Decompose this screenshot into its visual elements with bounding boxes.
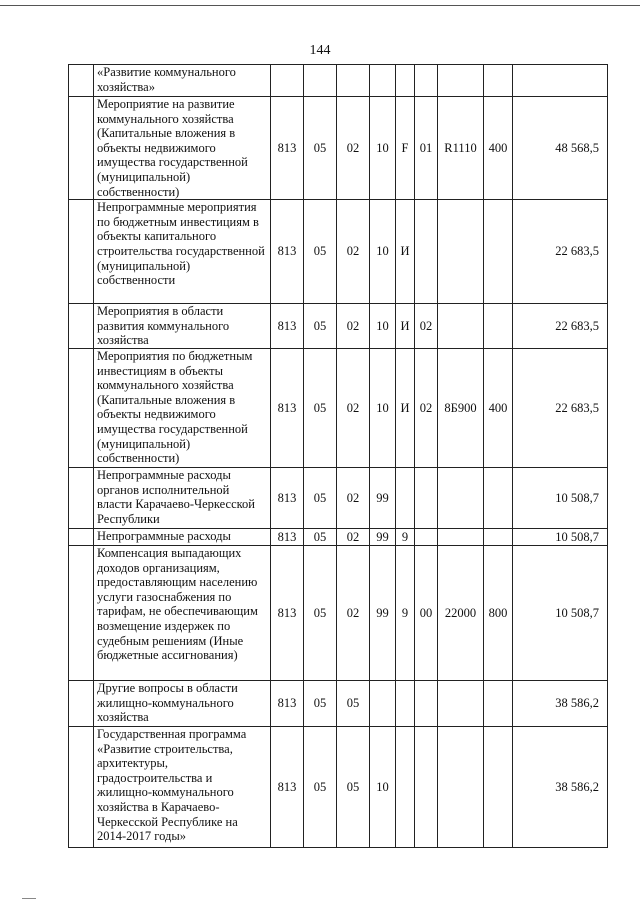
- section-code: 05: [304, 348, 337, 467]
- program-code: 10: [370, 726, 396, 847]
- subprogram-code: 9: [396, 545, 415, 680]
- activity-code: [415, 65, 438, 97]
- indent-cell: [69, 200, 94, 304]
- subprogram-code: 9: [396, 528, 415, 545]
- expense-type-code: [484, 680, 513, 726]
- program-code: [370, 65, 396, 97]
- expense-type-code: [484, 528, 513, 545]
- section-code: 05: [304, 200, 337, 304]
- direction-code: 8Б900: [438, 348, 484, 467]
- table-row: [69, 528, 608, 545]
- table-row: [69, 97, 608, 200]
- table-row: [69, 200, 608, 304]
- program-code: 10: [370, 97, 396, 200]
- section-code: 05: [304, 726, 337, 847]
- table-row: [69, 545, 608, 680]
- direction-code: [438, 467, 484, 528]
- item-name: Государственная программа «Развитие строительства, архитектуры, градостроительства и жилищно-коммунального хозяйства в Карачаево-Черкесской Республике на 2014-2017 годы»: [94, 726, 271, 847]
- table-row: [69, 348, 608, 467]
- page-number: 144: [309, 43, 331, 58]
- subsection-code: 02: [337, 200, 370, 304]
- indent-cell: [69, 467, 94, 528]
- ministry-code: 813: [271, 348, 304, 467]
- program-code: 99: [370, 467, 396, 528]
- ministry-code: 813: [271, 97, 304, 200]
- expense-type-code: 800: [484, 545, 513, 680]
- section-code: 05: [304, 528, 337, 545]
- indent-cell: [69, 348, 94, 467]
- direction-code: [438, 528, 484, 545]
- item-name: Мероприятия в области развития коммунального хозяйства: [94, 304, 271, 349]
- ministry-code: [271, 65, 304, 97]
- section-code: [304, 65, 337, 97]
- indent-cell: [69, 680, 94, 726]
- item-name: Непрограммные расходы: [94, 528, 271, 545]
- top-border-line: [0, 5, 640, 6]
- section-code: 05: [304, 97, 337, 200]
- activity-code: [415, 528, 438, 545]
- table-row: [69, 726, 608, 847]
- indent-cell: [69, 97, 94, 200]
- subsection-code: [337, 65, 370, 97]
- ministry-code: 813: [271, 200, 304, 304]
- table-row: [69, 680, 608, 726]
- subsection-code: 05: [337, 726, 370, 847]
- ministry-code: 813: [271, 304, 304, 349]
- program-code: 99: [370, 528, 396, 545]
- subprogram-code: [396, 680, 415, 726]
- item-name: Мероприятие на развитие коммунального хозяйства (Капитальные вложения в объекты недвижимого имущества государственной (муниципальной) собственности): [94, 97, 271, 200]
- amount-cell: 38 586,2: [513, 726, 608, 847]
- indent-cell: [69, 545, 94, 680]
- activity-code: [415, 680, 438, 726]
- program-code: 99: [370, 545, 396, 680]
- activity-code: [415, 467, 438, 528]
- amount-cell: 22 683,5: [513, 304, 608, 349]
- budget-table: [68, 64, 608, 848]
- direction-code: [438, 65, 484, 97]
- scan-mark: [22, 898, 36, 899]
- amount-cell: 10 508,7: [513, 467, 608, 528]
- subprogram-code: И: [396, 348, 415, 467]
- expense-type-code: 400: [484, 97, 513, 200]
- direction-code: [438, 680, 484, 726]
- subprogram-code: [396, 65, 415, 97]
- expense-type-code: [484, 200, 513, 304]
- subprogram-code: [396, 467, 415, 528]
- subprogram-code: И: [396, 304, 415, 349]
- ministry-code: 813: [271, 528, 304, 545]
- subsection-code: 02: [337, 545, 370, 680]
- table-row: [69, 467, 608, 528]
- amount-cell: 22 683,5: [513, 348, 608, 467]
- table-row: [69, 304, 608, 349]
- ministry-code: 813: [271, 726, 304, 847]
- program-code: 10: [370, 348, 396, 467]
- table-row: [69, 65, 608, 97]
- item-name: Другие вопросы в области жилищно-коммунального хозяйства: [94, 680, 271, 726]
- subsection-code: 02: [337, 97, 370, 200]
- section-code: 05: [304, 304, 337, 349]
- expense-type-code: [484, 726, 513, 847]
- indent-cell: [69, 528, 94, 545]
- ministry-code: 813: [271, 680, 304, 726]
- expense-type-code: [484, 467, 513, 528]
- subprogram-code: И: [396, 200, 415, 304]
- amount-cell: 22 683,5: [513, 200, 608, 304]
- subsection-code: 05: [337, 680, 370, 726]
- expense-type-code: [484, 65, 513, 97]
- section-code: 05: [304, 680, 337, 726]
- amount-cell: 10 508,7: [513, 528, 608, 545]
- indent-cell: [69, 65, 94, 97]
- subsection-code: 02: [337, 467, 370, 528]
- activity-code: 02: [415, 304, 438, 349]
- item-name: Непрограммные расходы органов исполнительной власти Карачаево-Черкесской Республики: [94, 467, 271, 528]
- direction-code: 22000: [438, 545, 484, 680]
- direction-code: [438, 726, 484, 847]
- item-name: Компенсация выпадающих доходов организациям, предоставляющим населению услуги газоснабжения по тарифам, не обеспечивающим возмещение издержек по судебным решениям (Иные бюджетные ассигнования): [94, 545, 271, 680]
- item-name: «Развитие коммунального хозяйства»: [94, 65, 271, 97]
- activity-code: 02: [415, 348, 438, 467]
- activity-code: [415, 726, 438, 847]
- ministry-code: 813: [271, 467, 304, 528]
- amount-cell: 10 508,7: [513, 545, 608, 680]
- ministry-code: 813: [271, 545, 304, 680]
- subsection-code: 02: [337, 528, 370, 545]
- indent-cell: [69, 304, 94, 349]
- section-code: 05: [304, 467, 337, 528]
- program-code: 10: [370, 200, 396, 304]
- amount-cell: 38 586,2: [513, 680, 608, 726]
- expense-type-code: [484, 304, 513, 349]
- subsection-code: 02: [337, 304, 370, 349]
- subprogram-code: F: [396, 97, 415, 200]
- activity-code: 01: [415, 97, 438, 200]
- amount-cell: 48 568,5: [513, 97, 608, 200]
- indent-cell: [69, 726, 94, 847]
- program-code: [370, 680, 396, 726]
- activity-code: [415, 200, 438, 304]
- budget-table-body: [69, 65, 608, 848]
- activity-code: 00: [415, 545, 438, 680]
- item-name: Мероприятия по бюджетным инвестициям в объекты коммунального хозяйства (Капитальные вложения в объекты недвижимого имущества государственной (муниципальной) собственности): [94, 348, 271, 467]
- direction-code: [438, 304, 484, 349]
- subprogram-code: [396, 726, 415, 847]
- program-code: 10: [370, 304, 396, 349]
- subsection-code: 02: [337, 348, 370, 467]
- section-code: 05: [304, 545, 337, 680]
- amount-cell: [513, 65, 608, 97]
- item-name: Непрограммные мероприятия по бюджетным инвестициям в объекты капитального строительства государственной (муниципальной) собственности: [94, 200, 271, 304]
- direction-code: R1110: [438, 97, 484, 200]
- expense-type-code: 400: [484, 348, 513, 467]
- direction-code: [438, 200, 484, 304]
